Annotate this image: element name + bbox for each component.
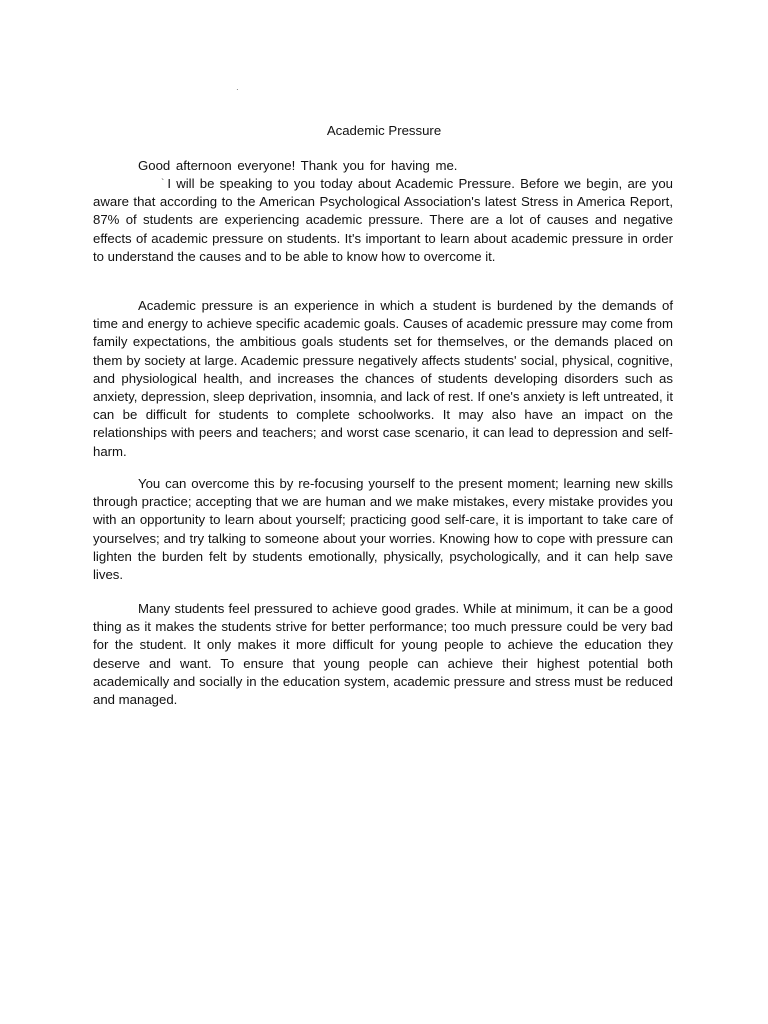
document-title: Academic Pressure: [326, 123, 442, 138]
paragraph-definition-causes: Academic pressure is an experience in which a student is burdened by the demands of time and energy to achieve specific academic goals. Causes of academic pressure may come from family expectations, the ambitious goals students set for themselves, or the demands placed on them by society at large. Academic pressure negatively affects students' social, physical, cognitive, and physiological health, and increases the chances of students developing disorders such as anxiety, depression, sleep deprivation, insomnia, and lack of rest. If one's anxiety is left untreated, it can be difficult for students to complete schoolworks. It may also have an impact on the relationships with peers and teachers; and worst case scenario, it can lead to depression and self-harm.: [93, 298, 673, 459]
greeting-line: Good afternoon everyone! Thank you for having me.: [138, 158, 458, 173]
stray-tick-mark: `: [161, 178, 165, 189]
paragraph-text: I will be speaking to you today about Academic Pressure. Before we begin, are you aware that according to the American Psychological Association's latest Stress in America Report, 87% of students are experiencing academic pressure. There are a lot of causes and negative effects of academic pressure on students. It's important to learn about academic pressure in order to understand the causes and to be able to know how to overcome it.: [93, 176, 673, 264]
paragraph-overcoming: You can overcome this by re-focusing yourself to the present moment; learning new skills through practice; accepting that we are human and we make mistakes, every mistake provides you with an opportunity to learn about yourself; practicing good self-care, it is important to take care of yourselves; and try talking to someone about your worries. Knowing how to cope with pressure can lighten the burden felt by students emotionally, physically, psychologically, and it can help save lives.: [93, 476, 673, 583]
paragraph-conclusion: Many students feel pressured to achieve good grades. While at minimum, it can be a good thing as it makes the students strive for better performance; too much pressure could be very bad for the student. It only makes it more difficult for young people to achieve the education they deserve and want. To ensure that young people can achieve their highest potential both academically and socially in the education system, academic pressure and stress must be reduced and managed.: [93, 601, 673, 708]
stray-mark: ·: [236, 85, 239, 94]
paragraph-introduction: [93, 175, 673, 266]
